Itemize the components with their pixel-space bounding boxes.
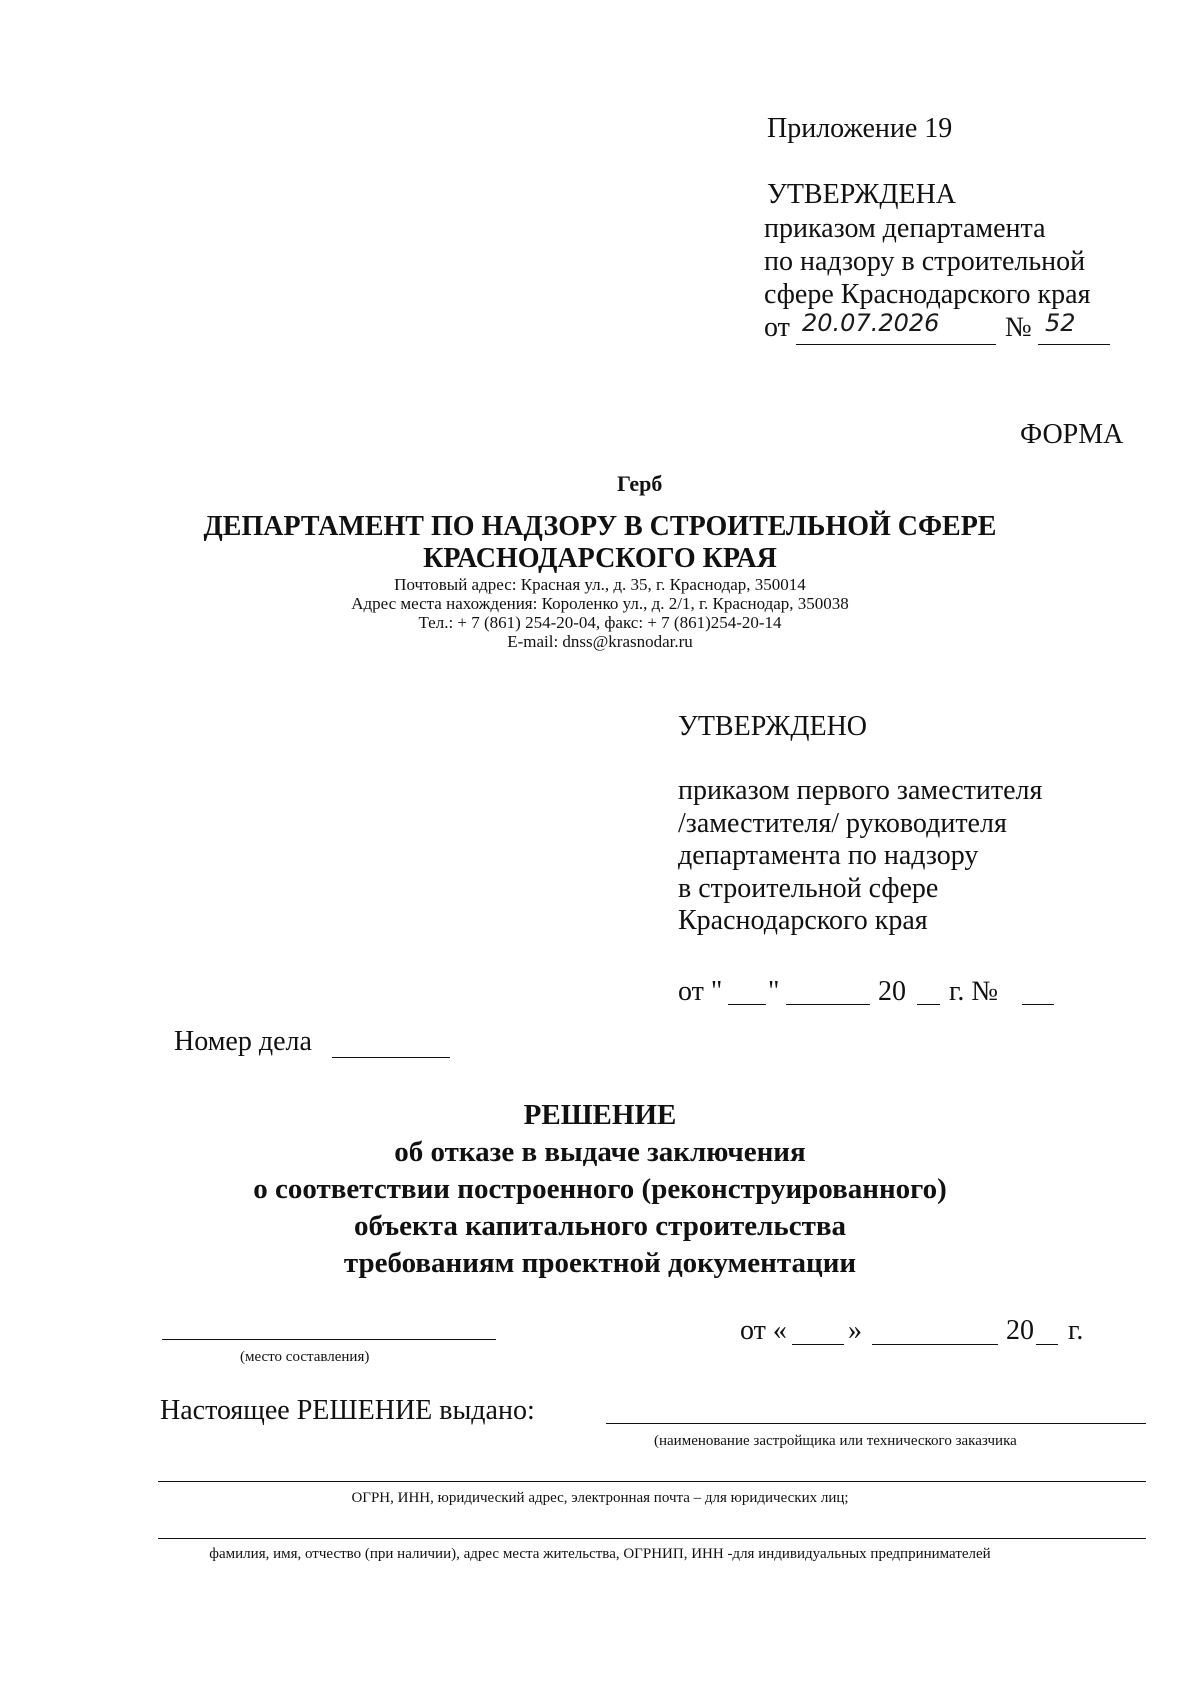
order-date-year: 20: [878, 976, 906, 1007]
entrepreneur-blank[interactable]: [158, 1538, 1146, 1539]
approval-date-underline: [796, 344, 996, 345]
order-line: приказом первого заместителя: [678, 775, 1043, 806]
order-line: департамента по надзору: [678, 840, 979, 871]
department-name-line1: ДЕПАРТАМЕНТ ПО НАДЗОРУ В СТРОИТЕЛЬНОЙ СФЕРЕ: [203, 511, 997, 542]
approval-number-handwritten: 52: [1045, 309, 1076, 337]
order-line: /заместителя/ руководителя: [678, 807, 1007, 839]
order-number-blank[interactable]: [1022, 1004, 1054, 1005]
place-blank[interactable]: [162, 1339, 496, 1340]
emblem-label: Герб: [617, 471, 663, 496]
order-month-blank[interactable]: [786, 1004, 870, 1005]
case-number-label: Номер дела: [174, 1026, 312, 1057]
approval-line: по надзору в строительной: [764, 246, 1086, 277]
form-label: ФОРМА: [1020, 419, 1124, 450]
decision-subtitle-line: объекта капитального строительства: [353, 1210, 847, 1242]
decision-month-blank[interactable]: [872, 1344, 998, 1345]
decision-subtitle-line: об отказе в выдаче заключения: [394, 1136, 806, 1168]
case-number-blank[interactable]: [332, 1057, 450, 1058]
approval-date-prefix: от: [764, 312, 790, 343]
issued-to-label: Настоящее РЕШЕНИЕ выдано:: [160, 1395, 535, 1426]
order-year-blank[interactable]: [917, 1004, 940, 1005]
order-line: Краснодарского края: [678, 905, 928, 936]
order-approved-text: [678, 775, 1042, 938]
order-line: в строительной сфере: [678, 872, 939, 904]
approval-line: приказом департамента: [764, 213, 1046, 244]
approval-number-underline: [1038, 344, 1110, 345]
entrepreneur-caption: фамилия, имя, отчество (при наличии), адрес места жительства, ОГРНИП, ИНН -для индивидуальных предпринимателей: [209, 1546, 991, 1562]
order-date-from: от ": [678, 976, 723, 1007]
email: E-mail: dnss@krasnodar.ru: [507, 632, 693, 651]
approval-line: сфере Краснодарского края: [764, 279, 1091, 310]
department-name-line2: КРАСНОДАРСКОГО КРАЯ: [423, 543, 777, 574]
location-address: Адрес места нахождения: Короленко ул., д. 2/1, г. Краснодар, 350038: [351, 594, 849, 613]
decision-date-g: г.: [1068, 1315, 1084, 1346]
decision-subtitle-line: о соответствии построенного (реконструированного): [253, 1173, 947, 1205]
decision-year-blank[interactable]: [1036, 1344, 1058, 1345]
developer-blank[interactable]: [606, 1423, 1146, 1424]
appendix-label: Приложение 19: [767, 113, 953, 144]
approval-order-text: [764, 212, 1090, 311]
legal-entity-caption: ОГРН, ИНН, юридический адрес, электронная почта – для юридических лиц;: [351, 1490, 849, 1506]
approved-heading: УТВЕРЖДЕНА: [767, 179, 957, 210]
decision-day-blank[interactable]: [792, 1344, 844, 1345]
decision-date-year: 20: [1006, 1315, 1034, 1346]
decision-date-close-quote: »: [848, 1315, 862, 1346]
phone-fax: Тел.: + 7 (861) 254-20-04, факс: + 7 (861)254-20-14: [418, 613, 782, 632]
legal-entity-blank[interactable]: [158, 1481, 1146, 1482]
place-caption: (место составления): [240, 1349, 370, 1365]
decision-title: РЕШЕНИЕ: [523, 1099, 677, 1131]
order-date-number: г. №: [949, 976, 999, 1007]
approval-number-prefix: №: [1005, 312, 1032, 343]
decision-subtitle-line: требованиям проектной документации: [343, 1247, 857, 1279]
decision-date-from: от «: [740, 1315, 787, 1346]
order-day-blank[interactable]: [728, 1004, 766, 1005]
order-date-quote: ": [768, 976, 780, 1007]
developer-caption: (наименование застройщика или технического заказчика: [654, 1433, 1017, 1449]
postal-address: Почтовый адрес: Красная ул., д. 35, г. Краснодар, 350014: [394, 575, 806, 594]
approval-date-handwritten: 20.07.2026: [802, 309, 940, 337]
order-approved-heading: УТВЕРЖДЕНО: [678, 711, 868, 742]
